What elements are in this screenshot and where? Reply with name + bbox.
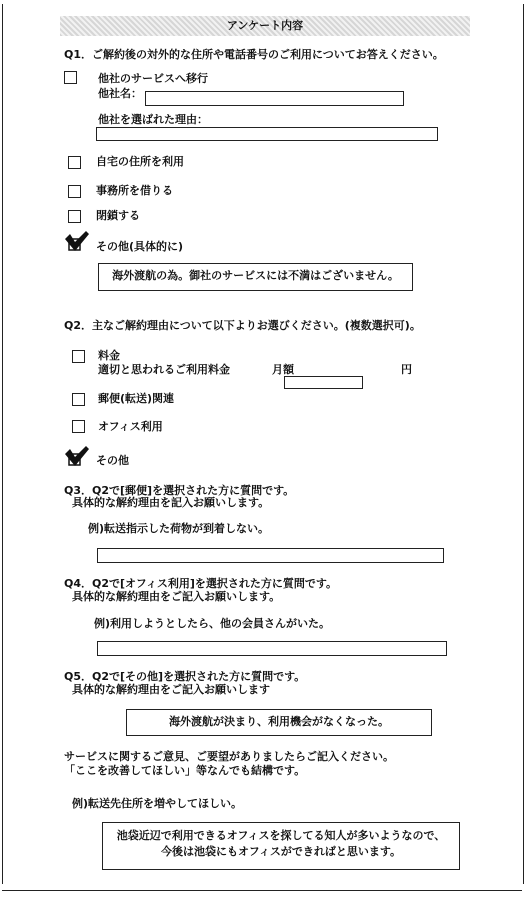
q3-question-line1: Q3．Q2で[郵便]を選択された方に質問です。 — [64, 484, 295, 497]
q2-question: Q2．主なご解約理由について以下よりお選びください。(複数選択可)。 — [64, 319, 421, 332]
q1-reason-label: 他社を選ばれた理由： — [98, 113, 208, 126]
header-title: アンケート内容 — [60, 16, 470, 36]
q5-answer-box[interactable]: 海外渡航が決まり、利用機会がなくなった。 — [126, 709, 432, 736]
q1-checkbox-home[interactable] — [68, 156, 81, 169]
comments-answer-line2: 今後は池袋にもオフィスができればと思います。 — [161, 845, 401, 858]
q3-answer-input[interactable] — [97, 548, 444, 563]
q5-question-line2: 具体的な解約理由をご記入お願いします — [72, 683, 270, 696]
comments-example: 例)転送先住所を増やしてほしい。 — [72, 797, 243, 810]
q1-option-rent-office: 事務所を借りる — [96, 184, 173, 197]
q1-reason-input[interactable] — [96, 127, 438, 141]
q2-option-other: その他 — [96, 454, 129, 467]
q1-other-company-input[interactable] — [145, 91, 404, 106]
q1-other-answer-box[interactable]: 海外渡航の為。御社のサービスには不満はございません。 — [98, 263, 413, 291]
q2-checkbox-mail[interactable] — [72, 393, 85, 406]
q4-answer-input[interactable] — [97, 641, 447, 656]
q3-example: 例)転送指示した荷物が到着しない。 — [88, 522, 270, 535]
q1-option-other-service: 他社のサービスへ移行 — [98, 72, 208, 85]
q1-checkbox-rent-office[interactable] — [68, 185, 81, 198]
bottom-border — [2, 890, 522, 891]
q2-checkbox-other-checked-icon[interactable] — [64, 445, 90, 469]
q1-other-company-label: 他社名： — [98, 87, 142, 100]
q4-question-line2: 具体的な解約理由をご記入お願いします。 — [72, 590, 281, 603]
q2-fee-input[interactable] — [284, 376, 363, 389]
comments-answer-box[interactable] — [102, 822, 460, 870]
q2-fee-detail: 適切と思われるご利用料金 — [98, 363, 230, 376]
q2-monthly-label: 月額 — [272, 363, 294, 376]
comments-prompt-line2: 「ここを改善してほしい」等なんでも結構です。 — [64, 764, 306, 777]
q3-question-line2: 具体的な解約理由を記入お願いします。 — [72, 496, 270, 509]
q2-option-mail: 郵便(転送)関連 — [98, 392, 175, 405]
q2-option-office: オフィス利用 — [98, 420, 163, 433]
q1-checkbox-close[interactable] — [68, 210, 81, 223]
q2-yen-label: 円 — [401, 363, 412, 376]
q2-checkbox-fee[interactable] — [72, 350, 85, 363]
comments-answer-line1: 池袋近辺で利用できるオフィスを探してる知人が多いようなので、 — [116, 829, 446, 842]
q1-checkbox-other-service[interactable] — [64, 71, 77, 84]
q2-option-fee: 料金 — [98, 349, 120, 362]
q5-question-line1: Q5．Q2で[その他]を選択された方に質問です。 — [64, 670, 306, 683]
q1-option-close: 閉鎖する — [96, 209, 140, 222]
q2-checkbox-office[interactable] — [72, 420, 85, 433]
q4-question-line1: Q4．Q2で[オフィス利用]を選択された方に質問です。 — [64, 577, 337, 590]
comments-prompt-line1: サービスに関するご意見、ご要望がありましたらご記入ください。 — [64, 750, 394, 763]
q1-option-other: その他(具体的に) — [96, 240, 184, 253]
q1-question: Q1．ご解約後の対外的な住所や電話番号のご利用についてお答えください。 — [64, 48, 444, 61]
q4-example: 例)利用しようとしたら、他の会員さんがいた。 — [94, 617, 331, 630]
q1-option-home: 自宅の住所を利用 — [96, 155, 184, 168]
q1-checkbox-other-checked-icon[interactable] — [64, 230, 90, 254]
